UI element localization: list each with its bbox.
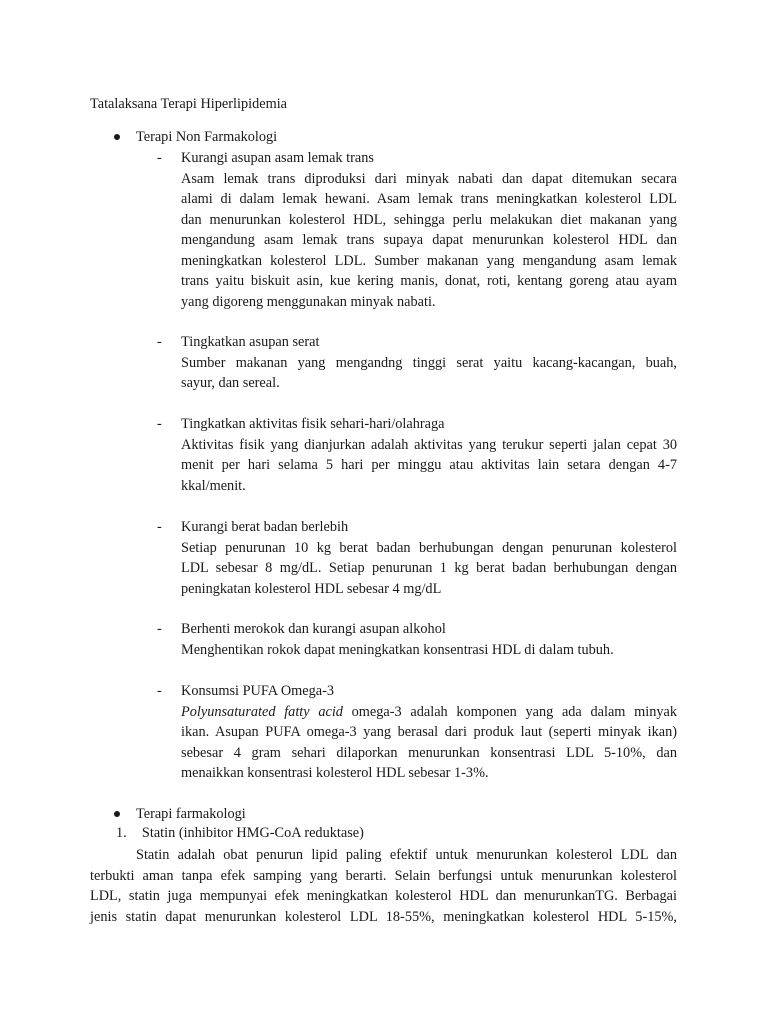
document-title: Tatalaksana Terapi Hiperlipidemia [90, 96, 288, 112]
numbered-title: Statin (inhibitor HMG-CoA reduktase) [141, 825, 364, 841]
dash-marker: - [157, 519, 162, 535]
statin-paragraph [90, 845, 677, 927]
dash-marker: - [157, 150, 162, 166]
sub-item-title: Tingkatkan aktivitas fisik sehari-hari/olahraga [181, 416, 445, 432]
numbered-item-statin [116, 823, 364, 844]
number-label: 1. [116, 825, 127, 841]
body-line: Statin adalah obat penurun lipid paling efektif untuk menurunkan kolesterol LDL dan [136, 847, 677, 863]
sub-item-title: Berhenti merokok dan kurangi asupan alkohol [181, 621, 446, 637]
body-line: dan menurunkan kolesterol HDL, sehingga perlu melakukan diet makanan yang [181, 211, 677, 228]
body-line: LDL, statin juga mempunyai efek meningkatkan kolesterol HDL dan menurunkanTG. Berbagai [90, 888, 677, 904]
body-line: alami di dalam lemak hewani. Asam lemak trans meningkatkan kolesterol LDL [181, 191, 677, 207]
body-line [181, 702, 677, 723]
dash-marker: - [157, 683, 162, 699]
bullet-icon [114, 811, 120, 817]
body-line: kkal/menit. [181, 477, 246, 494]
sub-item-body [181, 538, 677, 600]
bullet-icon [114, 134, 120, 140]
sub-item-title: Konsumsi PUFA Omega-3 [181, 683, 335, 699]
body-line: sebesar 4 gram sehari dilaporkan menurunkan konsentrasi LDL 5-10%, dan [181, 744, 677, 761]
body-line: Menghentikan rokok dapat meningkatkan konsentrasi HDL di dalam tubuh. [181, 641, 614, 658]
dash-marker: - [157, 621, 162, 637]
section-heading: Terapi farmakologi [136, 806, 246, 822]
body-line: Aktivitas fisik yang dianjurkan adalah aktivitas yang terukur seperti jalan cepat 30 [181, 436, 677, 453]
sub-item-body [181, 169, 677, 313]
sub-item-title: Tingkatkan asupan serat [181, 334, 320, 350]
sub-item-body [181, 702, 677, 784]
sub-item-body [181, 435, 677, 497]
body-line: yang digoreng menggunakan minyak nabati. [181, 293, 436, 310]
dash-marker: - [157, 334, 162, 350]
body-line: mengandung asam lemak trans supaya dapat menurunkan kolesterol HDL dan [181, 232, 677, 248]
dash-marker: - [157, 416, 162, 432]
body-line: meningkatkan kolesterol LDL. Sumber makanan yang mengandung asam lemak [181, 252, 677, 269]
body-text: omega-3 adalah komponen yang ada dalam minyak [342, 703, 677, 720]
body-line: Setiap penurunan 10 kg berat badan berhubungan dengan penurunan kolesterol [181, 539, 677, 556]
body-line: Asam lemak trans diproduksi dari minyak nabati dan dapat ditemukan secara [181, 170, 677, 187]
body-line: sayur, dan sereal. [181, 375, 280, 391]
body-line: menaikkan konsentrasi kolesterol HDL sebesar 1-3%. [181, 765, 489, 781]
body-line: terbukti aman tanpa efek samping yang berarti. Selain berfungsi untuk menurunkan kolesterol [90, 867, 677, 884]
body-line: trans yaitu biskuit asin, kue kering manis, donat, roti, kentang goreng atau ayam [181, 273, 677, 289]
sub-item-title: Kurangi berat badan berlebih [181, 519, 349, 535]
body-line: menit per hari selama 5 hari per minggu atau aktivitas lain setara dengan 4-7 [181, 457, 677, 473]
italic-term: Polyunsaturated fatty acid [181, 703, 343, 720]
section-heading: Terapi Non Farmakologi [136, 129, 278, 145]
body-line: peningkatan kolesterol HDL sebesar 4 mg/dL [181, 580, 442, 597]
body-line: LDL sebesar 8 mg/dL. Setiap penurunan 1 kg berat badan berhubungan dengan [181, 560, 677, 576]
sub-item-body [181, 640, 677, 661]
sub-item-body [181, 353, 677, 394]
body-line: jenis statin dapat menurunkan kolesterol LDL 18-55%, meningkatkan kolesterol HDL 5-15%, [90, 908, 677, 925]
sub-item-title: Kurangi asupan asam lemak trans [181, 150, 374, 166]
body-line: Sumber makanan yang mengandng tinggi serat yaitu kacang-kacangan, buah, [181, 354, 677, 371]
body-line: ikan. Asupan PUFA omega-3 yang berasal dari produk laut (seperti minyak ikan) [181, 724, 677, 740]
